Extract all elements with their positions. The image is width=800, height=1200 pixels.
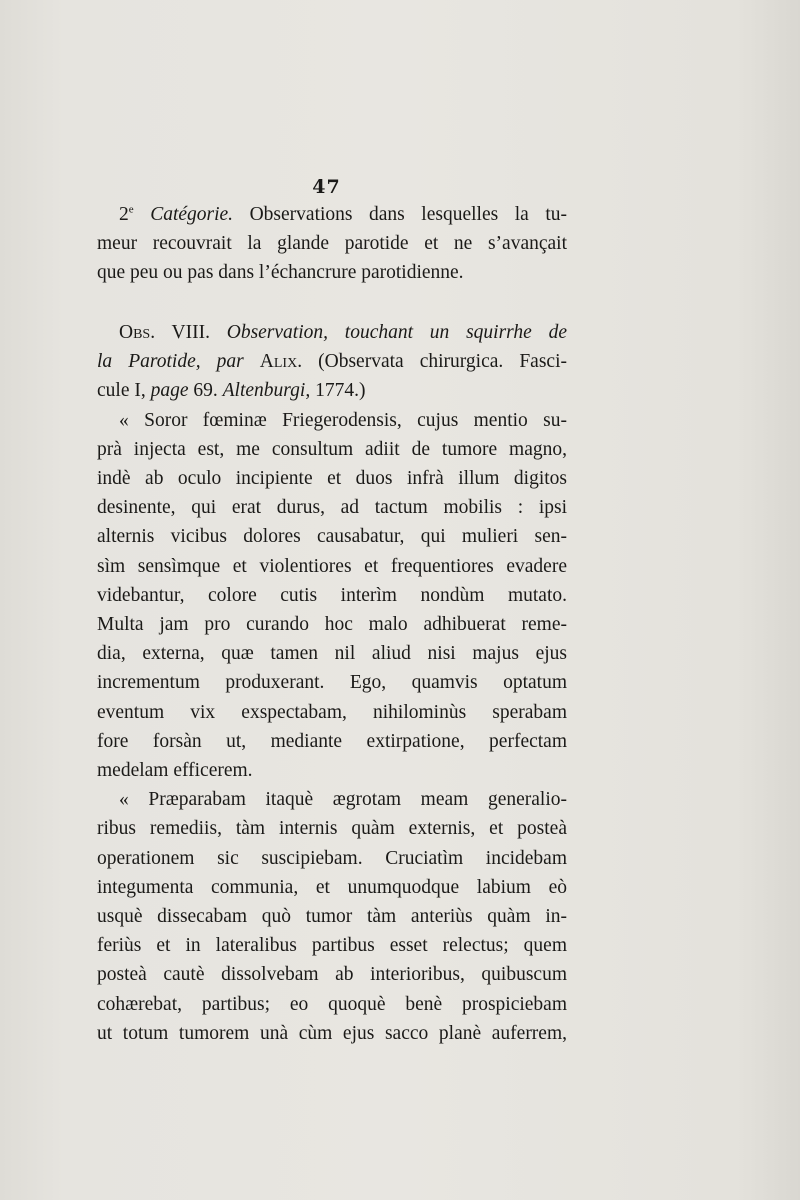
paragraph-1-line: alternis vicibus dolores causabatur, qui mulieri sen-	[97, 526, 567, 548]
paragraph-1-line: dia, externa, quæ tamen nil aliud nisi majus ejus	[97, 643, 567, 665]
observation-title-line-2	[97, 347, 567, 376]
observation-title-2: la Parotide, par	[97, 351, 244, 373]
paragraph-1-line: prà injecta est, me consultum adiit de tumore magno,	[97, 438, 567, 460]
paragraph-2-line: integumenta communia, et unumquodque labium eò	[97, 876, 567, 898]
paragraph-1	[97, 406, 567, 786]
paragraph-2-line: feriùs et in lateralibus partibus esset relectus; quem	[97, 935, 567, 957]
category-number: 2	[119, 204, 129, 225]
observation-title-1: Observation, touchant un squirrhe de	[226, 322, 568, 343]
paragraph-1-line: eventum vix exspectabam, nihilominùs sperabam	[97, 701, 567, 723]
observation-place: Altenburgi,	[222, 380, 311, 402]
category-number-suffix: e	[128, 203, 134, 216]
observation-source-1: (Observata chirurgica. Fasci-	[302, 351, 567, 373]
paragraph-2-line: ribus remediis, tàm internis quàm externis, et posteà	[97, 818, 567, 840]
paragraph-2	[97, 785, 567, 1048]
observation-year: 1774.)	[310, 380, 366, 402]
category-line-1	[97, 200, 567, 229]
paragraph-1-line: Multa jam pro curando hoc malo adhibuerat reme-	[97, 614, 567, 636]
paragraph-1-line: videbantur, colore cutis interìm nondùm mutato.	[97, 584, 567, 606]
category-heading	[97, 200, 567, 288]
paragraph-1-line: medelam efficerem.	[97, 760, 253, 782]
observation-section	[97, 318, 567, 1048]
observation-label: Obs. VIII.	[119, 322, 210, 343]
paragraph-1-line: indè ab oculo incipiente et duos infrà illum digitos	[97, 468, 567, 490]
category-line-2: meur recouvrait la glande parotide et ne s’avançait	[97, 233, 567, 255]
observation-title-line-1	[97, 318, 567, 347]
paragraph-1-line: sìm sensìmque et violentiores et frequentiores evadere	[97, 555, 567, 577]
paragraph-1-line: desinente, qui erat durus, ad tactum mobilis : ipsi	[97, 497, 567, 519]
category-label: Catégorie.	[150, 204, 234, 225]
paragraph-1-line: fore forsàn ut, mediante extirpatione, perfectam	[97, 730, 567, 752]
paragraph-2-line: posteà cautè dissolvebam ab interioribus, quibuscum	[97, 964, 567, 986]
category-text-1: Observations dans lesquelles la tu-	[233, 204, 568, 225]
paragraph-2-line: ut totum tumorem unà cùm ejus sacco planè auferrem,	[97, 1022, 567, 1044]
observation-page-label: page	[150, 380, 189, 402]
category-line-3: que peu ou pas dans l’échancrure parotidienne.	[97, 262, 464, 284]
observation-author: Alix.	[259, 351, 303, 373]
paragraph-2-line: usquè dissecabam quò tumor tàm anteriùs quàm in-	[97, 906, 567, 928]
observation-title-line-3	[97, 376, 567, 405]
page-number: 47	[312, 176, 341, 198]
paragraph-2-line: operationem sic suscipiebam. Cruciatìm incidebam	[97, 847, 567, 869]
paragraph-2-line: « Præparabam itaquè ægrotam meam generalio-	[119, 789, 567, 811]
paragraph-1-line: « Soror fœminæ Friegerodensis, cujus mentio su-	[119, 409, 567, 431]
paragraph-1-line: incrementum produxerant. Ego, quamvis optatum	[97, 672, 567, 694]
paragraph-2-line: cohærebat, partibus; eo quoquè benè prospiciebam	[97, 993, 567, 1015]
observation-page-number: 69.	[188, 380, 223, 402]
observation-source-2: cule I,	[97, 380, 151, 402]
